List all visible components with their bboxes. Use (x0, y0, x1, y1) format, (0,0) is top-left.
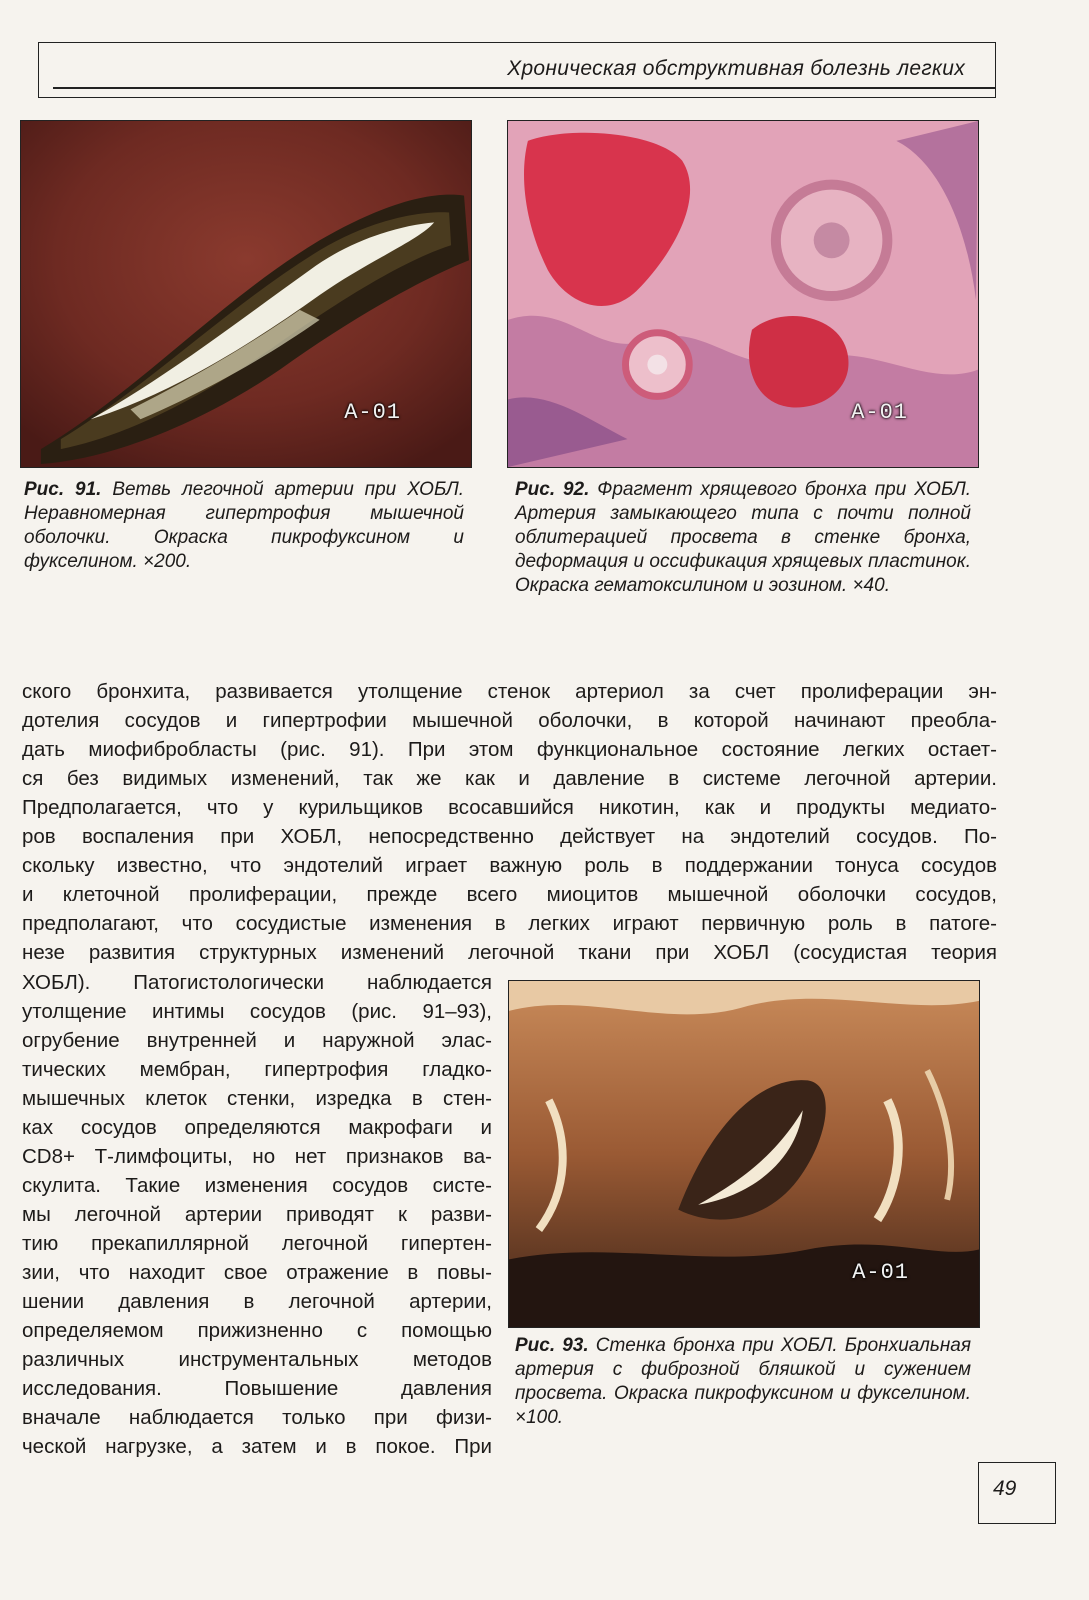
body-line: предполагают, что сосудистые изменения в легких играют первичную роль в патоге- (22, 912, 997, 935)
body-line: дотелия сосудов и гипертрофии мышечной оболочки, в которой начинают преобла- (22, 709, 997, 732)
body-line: ского бронхита, развивается утолщение стенок артериол за счет пролиферации эн- (22, 680, 997, 703)
figure-93-number: Рис. 93. (515, 1335, 589, 1356)
body-line: тических мембран, гипертрофия гладко- (22, 1058, 492, 1081)
body-line: определяемом прижизненно с помощью (22, 1319, 492, 1342)
page-number: 49 (993, 1477, 1017, 1500)
body-paragraph (22, 677, 997, 967)
figure-93-caption (515, 1334, 971, 1430)
figure-91-number: Рис. 91. (24, 479, 102, 500)
body-line: ках сосудов определяются макрофаги и (22, 1116, 492, 1139)
figure-93-label: A-01 (852, 1260, 909, 1285)
figure-93-caption-text: Стенка бронха при ХОБЛ. Бронхиальная артерия с фиброзной бляшкой и сужением просвета. Окраска пикрофуксином и фукселином. ×100. (515, 1335, 971, 1428)
body-line: различных инструментальных методов (22, 1348, 492, 1371)
body-line: и клеточной пролиферации, прежде всего миоцитов мышечной оболочки сосудов, (22, 883, 997, 906)
body-line: CD8+ Т-лимфоциты, но нет признаков ва- (22, 1145, 492, 1168)
body-line: зии, что находит свое отражение в повы- (22, 1261, 492, 1284)
body-line: исследования. Повышение давления (22, 1377, 492, 1400)
body-line: мы легочной артерии приводят к разви- (22, 1203, 492, 1226)
figure-92-image (507, 120, 979, 468)
figure-92-caption-text: Фрагмент хрящевого бронха при ХОБЛ. Артерия замыкающего типа с почти полной облитерацией просвета в стенке бронха, деформация и оссификация хрящевых пластинок. Окраска гематоксилином и эозином. ×40. (515, 479, 971, 596)
body-line: скольку известно, что эндотелий играет важную роль в поддержании тонуса сосудов (22, 854, 997, 877)
header-rule (53, 87, 995, 89)
figure-91-caption-text: Ветвь легочной артерии при ХОБЛ. Неравномерная гипертрофия мышечной оболочки. Окраска пикрофуксином и фукселином. ×200. (24, 479, 464, 572)
figure-93-image (508, 980, 980, 1328)
figure-92-caption (515, 478, 971, 598)
body-line: дать миофибробласты (рис. 91). При этом функциональное состояние легких остает- (22, 738, 997, 761)
body-line: ческой нагрузке, а затем и в покое. При (22, 1435, 492, 1458)
body-line: ров воспаления при ХОБЛ, непосредственно действует на эндотелий сосудов. По- (22, 825, 997, 848)
figure-91-label: A-01 (344, 400, 401, 425)
running-header-title: Хроническая обструктивная болезнь легких (507, 57, 965, 80)
body-paragraph-wrapped (22, 968, 492, 1461)
body-line: незе развития структурных изменений легочной ткани при ХОБЛ (сосудистая теория (22, 941, 997, 964)
figure-91-micrograph (21, 121, 471, 467)
body-line: тию прекапиллярной легочной гипертен- (22, 1232, 492, 1255)
body-line: ХОБЛ). Патогистологически наблюдается (22, 971, 492, 994)
body-line: ся без видимых изменений, так же как и давление в системе легочной артерии. (22, 767, 997, 790)
body-line: утолщение интимы сосудов (рис. 91–93), (22, 1000, 492, 1023)
page-number-box (978, 1462, 1056, 1524)
body-line: огрубение внутренней и наружной элас- (22, 1029, 492, 1052)
figure-92-label: A-01 (851, 400, 908, 425)
figure-91-image (20, 120, 472, 468)
body-line: Предполагается, что у курильщиков всосавшийся никотин, как и продукты медиато- (22, 796, 997, 819)
figure-92-number: Рис. 92. (515, 479, 590, 500)
running-header (38, 42, 996, 98)
body-line: шении давления в легочной артерии, (22, 1290, 492, 1313)
body-line: вначале наблюдается только при физи- (22, 1406, 492, 1429)
body-line: мышечных клеток стенки, изредка в стен- (22, 1087, 492, 1110)
body-line: скулита. Такие изменения сосудов систе- (22, 1174, 492, 1197)
figure-91-caption (24, 478, 464, 574)
